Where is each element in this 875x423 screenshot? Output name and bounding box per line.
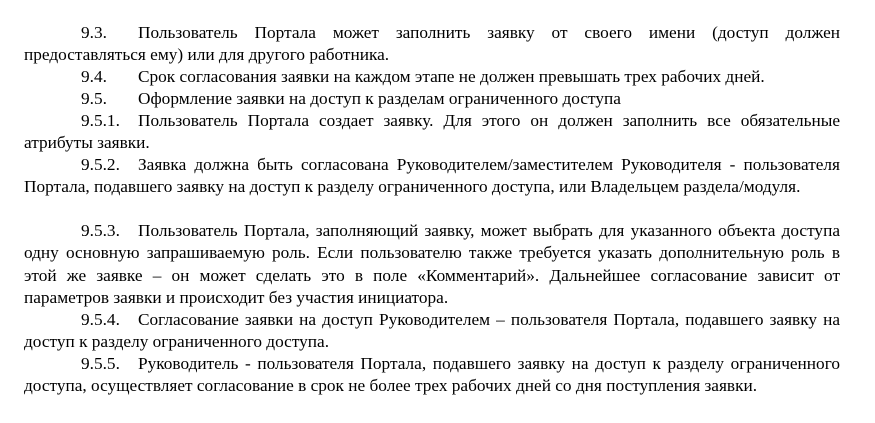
paragraph-number: 9.5.3. <box>81 221 120 240</box>
paragraph-number: 9.5.5. <box>81 354 120 373</box>
paragraph-number: 9.4. <box>81 67 107 86</box>
paragraph-9-5-2 <box>24 154 840 199</box>
paragraph-text: Оформление заявки на доступ к разделам ограниченного доступа <box>138 89 621 108</box>
paragraph-number: 9.3. <box>81 23 107 42</box>
paragraph-number: 9.5.2. <box>81 155 120 174</box>
paragraph-text: Руководитель - пользователя Портала, подавшего заявку на доступ к разделу ограниченного доступа, осуществляет согласование в срок не более трех рабочих дней со дня поступления заявки. <box>24 354 840 396</box>
paragraph-number: 9.5.1. <box>81 111 120 130</box>
paragraph-text: Пользователь Портала, заполняющий заявку, может выбрать для указанного объекта доступа одну основную запрашиваемую роль. Если пользователю также требуется указать дополнительную роль в этой же заявке – он может сделать это в поле «Комментарий». Дальнейшее согласование зависит от параметров заявки и происходит без участия инициатора. <box>24 221 840 307</box>
paragraph-9-5 <box>24 88 840 110</box>
paragraph-9-5-4 <box>24 309 840 354</box>
paragraph-text: Срок согласования заявки на каждом этапе не должен превышать трех рабочих дней. <box>138 67 765 86</box>
paragraph-9-5-3 <box>24 220 840 309</box>
paragraph-9-4 <box>24 66 840 88</box>
paragraph-9-5-5 <box>24 353 840 398</box>
paragraph-9-5-1 <box>24 110 840 155</box>
paragraph-text: Согласование заявки на доступ Руководителем – пользователя Портала, подавшего заявку на доступ к разделу ограниченного доступа. <box>24 310 840 352</box>
paragraph-number: 9.5. <box>81 89 107 108</box>
paragraph-text: Пользователь Портала может заполнить заявку от своего имени (доступ должен предоставляться ему) или для другого работника. <box>24 23 840 65</box>
paragraph-9-3 <box>24 22 840 67</box>
paragraph-number: 9.5.4. <box>81 310 120 329</box>
paragraph-text: Пользователь Портала создает заявку. Для этого он должен заполнить все обязательные атрибуты заявки. <box>24 111 840 153</box>
paragraph-text: Заявка должна быть согласована Руководителем/заместителем Руководителя - пользователя Портала, подавшего заявку на доступ к разделу ограниченного доступа, или Владельцем раздела/модуля. <box>24 155 840 197</box>
